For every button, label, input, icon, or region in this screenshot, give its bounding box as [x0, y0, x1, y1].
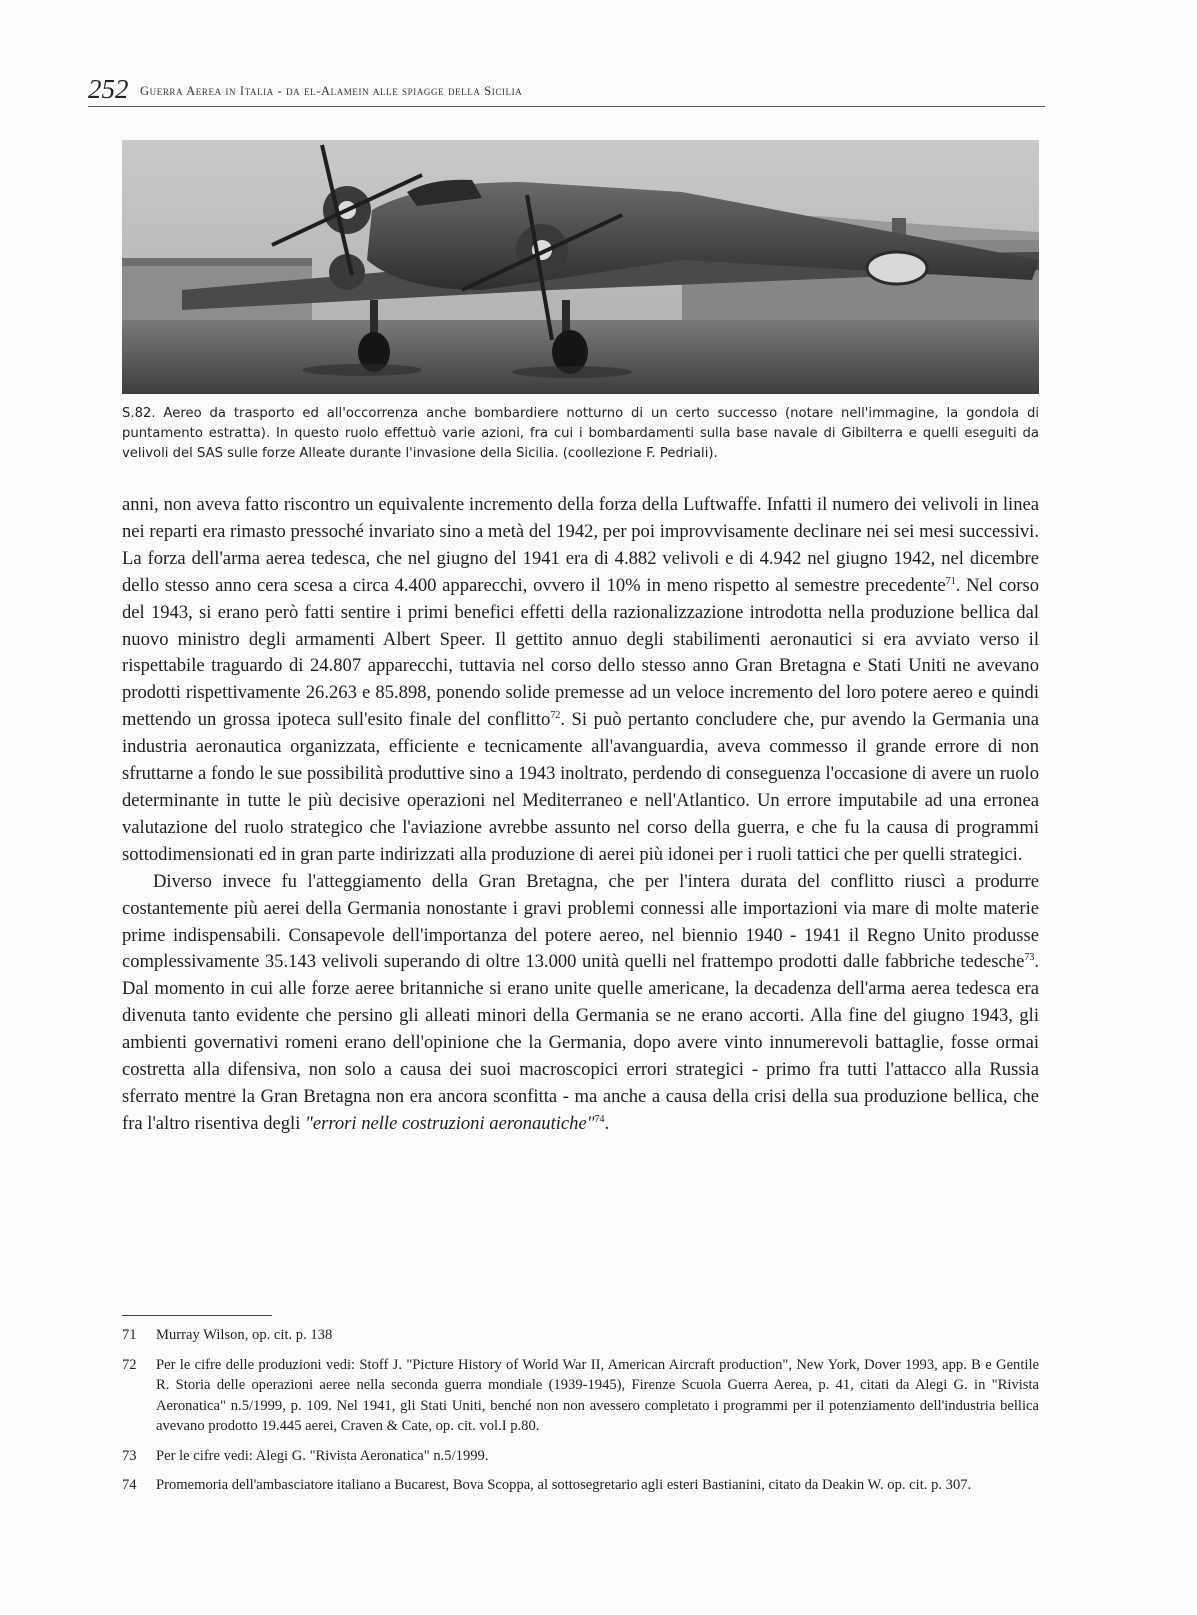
footnote-separator	[122, 1315, 272, 1316]
footnote-number: 74	[122, 1477, 137, 1493]
running-title: Guerra Aerea in Italia - da el-Alamein alle spiagge della Sicilia	[140, 84, 523, 98]
footnote-ref: 71	[945, 575, 956, 587]
footnote-text: Promemoria dell'ambasciatore italiano a Bucarest, Bova Scoppa, al sottosegretario agli esteri Bastianini, citato da Deakin W. op. cit. p. 307.	[156, 1477, 972, 1493]
italic-quote: "errori nelle costruzioni aeronautiche"	[305, 1112, 595, 1134]
paragraph-text: anni, non aveva fatto riscontro un equivalente incremento della forza della Luftwaffe. Infatti il numero dei velivoli in linea nei reparti era rimasto pressoché invariato sino a metà del 1942, per poi improvvisamente declinare nei sei mesi successivi. La forza dell'arma aerea tedesca, che nel giugno del 1941 era di 4.882 velivoli e di 4.942 nel giugno 1942, nel dicembre dello stesso anno cera scesa a circa 4.400 apparecchi, ovvero il 10% in meno rispetto al semestre precedente	[122, 494, 1039, 596]
page-number: 252	[88, 74, 129, 104]
photo-caption: S.82. Aereo da trasporto ed all'occorrenza anche bombardiere notturno di un certo successo (notare nell'immagine, la gondola di puntamento estratta). In questo ruolo effettuò varie azioni, fra cui i bombardamenti sulla base navale di Gibilterra e quelli eseguiti da velivoli del SAS sulle forze Alleate durante l'invasione della Sicilia. (coollezione F. Pedriali).	[122, 406, 1039, 461]
paragraph-text: Diverso invece fu l'atteggiamento della Gran Bretagna, che per l'intera durata del conflitto riuscì a produrre costantemente più aerei della Germania nonostante i gravi problemi connessi alle importazioni via mare di molte materie prime indispensabili. Consapevole dell'importanza del potere aereo, nel biennio 1940 - 1941 il Regno Unito produsse complessivamente 35.143 velivoli superando di oltre 13.000 unità quelli nel frattempo prodotti dalle fabbriche tedesche	[122, 870, 1039, 973]
aircraft-photo	[122, 140, 1039, 394]
footnote-number: 73	[122, 1447, 137, 1464]
running-header	[88, 74, 1045, 107]
body-text	[122, 492, 1039, 1138]
footnote	[122, 1355, 1039, 1437]
paragraph-text: .	[604, 1112, 610, 1134]
paragraph-text: . Dal momento in cui alle forze aeree britanniche si erano unite quelle americane, la decadenza dell'arma aerea tedesca era divenuta tanto evidente che persino gli alleati minori della Germania se ne erano accorti. Alla fine del giugno 1943, gli ambienti governativi romeni erano dell'opinione che la Germania, dopo avere vinto innumerevoli battaglie, fosse ormai costretta alla difensiva, non solo a causa dei suoi macroscopici errori strategici - primo fra tutti l'attacco alla Russia sferrato mentre la Gran Bretagna non era ancora sconfitta - ma anche a causa della crisi della sua produzione bellica, che fra l'altro risentiva degli	[122, 951, 1039, 1134]
footnote-ref: 73	[1024, 952, 1035, 964]
footnote-ref: 72	[550, 710, 561, 722]
footnote-ref: 74	[594, 1113, 605, 1125]
footnote-number: 72	[122, 1356, 137, 1373]
paragraph-text: . Si può pertanto concludere che, pur avendo la Germania una industria aeronautica organizzata, efficiente e tecnicamente all'avanguardia, aveva commesso il grande errore di non sfruttarne a fondo le sue possibilità produttive sino a 1943 inoltrato, perdendo di conseguenza l'occasione di avere un ruolo determinante in tutte le più decisive operazioni nel Mediterraneo e nell'Atlantico. Un errore imputabile ad una erronea valutazione del ruolo strategico che l'aviazione avrebbe assunto nel corso della guerra, e che fu la causa di programmi sottodimensionati ed in gran parte indirizzati alla produzione di aerei più idonei per i ruoli tattici che per quelli strategici.	[122, 709, 1039, 865]
footnote-text: Per le cifre delle produzioni vedi: Stoff J. "Picture History of World War II, American Aircraft production", New York, Dover 1993, app. B e Gentile R. Storia delle operazioni aeree nella seconda guerra mondiale (1939-1945), Firenze Scuola Guerra Aerea, p. 41, citati da Alegi G. in "Rivista Aeronatica" n.5/1999, p. 109. Nel 1941, gli Stati Uniti, benché non non avessero completato i programmi per il potenziamento dell'industria bellica avevano prodotto 19.445 aerei, Craven & Cate, op. cit. vol.I p.80.	[156, 1356, 1039, 1434]
footnote	[122, 1446, 1039, 1467]
footnotes	[122, 1325, 1039, 1505]
footnote	[122, 1325, 1039, 1346]
footnote-text: Murray Wilson, op. cit. p. 138	[156, 1327, 333, 1343]
footnote-text: Per le cifre vedi: Alegi G. "Rivista Aeronatica" n.5/1999.	[156, 1447, 489, 1464]
footnote-number: 71	[122, 1327, 137, 1343]
s82-aircraft-illustration	[122, 140, 1039, 394]
paragraph-2	[122, 869, 1039, 1138]
paragraph-1	[122, 492, 1039, 869]
paragraph-text: . Nel corso del 1943, si erano però fatti sentire i primi benefici effetti della razionalizzazione introdotta nella produzione bellica dal nuovo ministro degli armamenti Albert Speer. Il gettito annuo degli stabilimenti aeronautici si era avviato verso il rispettabile traguardo di 24.807 apparecchi, tuttavia nel corso dello stesso anno Gran Bretagna e Stati Uniti ne avevano prodotti rispettivamente 26.263 e 85.898, ponendo solide premesse ad un veloce incremento del loro potere aereo e quindi mettendo un grossa ipoteca sull'esito finale del conflitto	[122, 574, 1039, 731]
footnote	[122, 1475, 1039, 1496]
